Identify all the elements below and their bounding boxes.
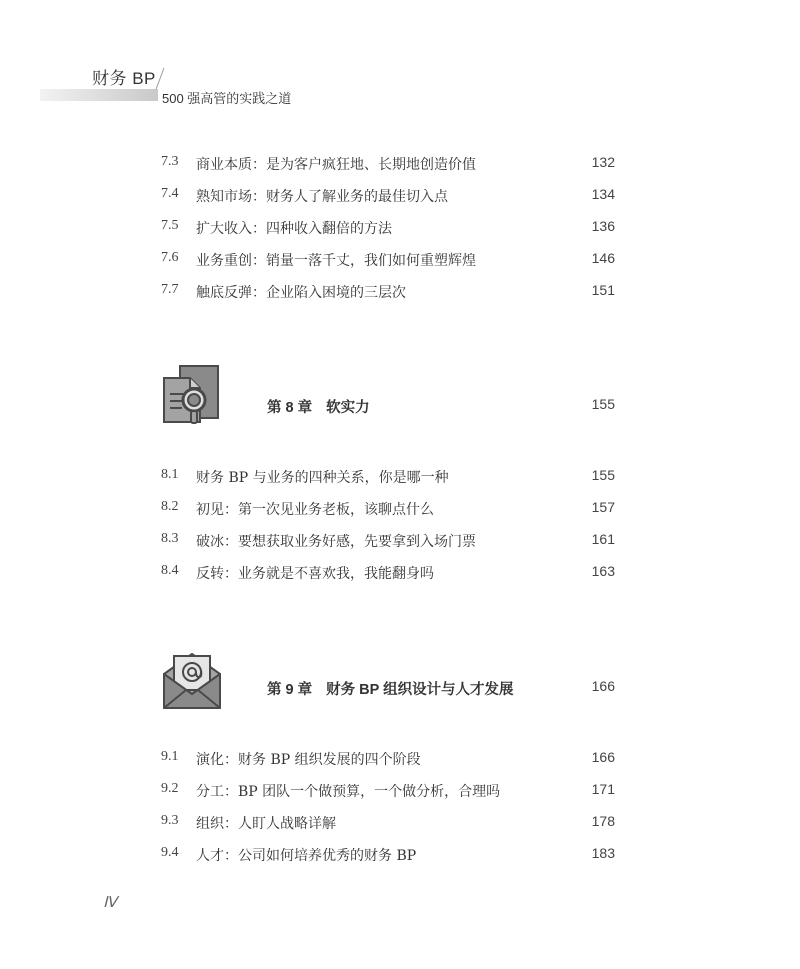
chapter-name: 软实力 bbox=[326, 400, 370, 416]
book-subtitle: 500 强高管的实践之道 bbox=[162, 91, 292, 106]
toc-entry[interactable] bbox=[0, 250, 800, 272]
entry-page: 155 bbox=[591, 467, 615, 483]
entry-page: 151 bbox=[591, 282, 615, 298]
toc-entry[interactable] bbox=[0, 499, 800, 521]
chapter-number: 第 9 章 bbox=[267, 682, 313, 698]
chapter-title bbox=[267, 396, 370, 417]
entry-title: 组织：人盯人战略详解 bbox=[196, 816, 336, 832]
entry-title: 演化：财务 BP 组织发展的四个阶段 bbox=[196, 752, 421, 768]
toc-entry[interactable] bbox=[0, 282, 800, 304]
toc-entry[interactable] bbox=[0, 813, 800, 835]
chapter-page: 155 bbox=[591, 396, 615, 412]
toc-entry[interactable] bbox=[0, 531, 800, 553]
entry-number: 8.3 bbox=[161, 531, 179, 546]
entry-title: 分工：BP 团队一个做预算，一个做分析，合理吗 bbox=[196, 784, 501, 800]
chapter-page: 166 bbox=[591, 678, 615, 694]
entry-page: 161 bbox=[591, 531, 615, 547]
entry-page: 146 bbox=[591, 250, 615, 266]
header-gradient-bar bbox=[40, 89, 158, 101]
entry-title: 初见：第一次见业务老板，该聊点什么 bbox=[196, 502, 434, 518]
entry-number: 8.4 bbox=[161, 563, 179, 578]
entry-number: 7.6 bbox=[161, 250, 179, 265]
chapter-9-heading[interactable] bbox=[0, 648, 800, 718]
chapter-number: 第 8 章 bbox=[267, 400, 313, 416]
entry-title: 扩大收入：四种收入翻倍的方法 bbox=[196, 221, 392, 237]
entry-page: 163 bbox=[591, 563, 615, 579]
entry-title: 商业本质：是为客户疯狂地、长期地创造价值 bbox=[196, 157, 476, 173]
entry-page: 178 bbox=[591, 813, 615, 829]
entry-page: 134 bbox=[591, 186, 615, 202]
entry-title: 破冰：要想获取业务好感，先要拿到入场门票 bbox=[196, 534, 476, 550]
entry-title: 熟知市场：财务人了解业务的最佳切入点 bbox=[196, 189, 448, 205]
entry-title: 触底反弹：企业陷入困境的三层次 bbox=[196, 285, 406, 301]
entry-title: 人才：公司如何培养优秀的财务 BP bbox=[196, 848, 417, 864]
entry-number: 9.4 bbox=[161, 845, 179, 860]
entry-number: 9.2 bbox=[161, 781, 179, 796]
entry-number: 9.1 bbox=[161, 749, 179, 764]
entry-number: 8.2 bbox=[161, 499, 179, 514]
toc-entry[interactable] bbox=[0, 218, 800, 240]
envelope-at-icon bbox=[160, 648, 224, 712]
running-header bbox=[0, 0, 800, 120]
page-folio: Ⅳ bbox=[103, 895, 117, 911]
document-magnifier-icon bbox=[160, 364, 224, 428]
entry-title: 反转：业务就是不喜欢我，我能翻身吗 bbox=[196, 566, 434, 582]
entry-page: 136 bbox=[591, 218, 615, 234]
entry-title: 财务 BP 与业务的四种关系，你是哪一种 bbox=[196, 470, 449, 486]
toc-entry[interactable] bbox=[0, 467, 800, 489]
book-title: 财务 BP bbox=[92, 69, 156, 88]
toc-entry[interactable] bbox=[0, 563, 800, 585]
toc-entry[interactable] bbox=[0, 781, 800, 803]
entry-page: 171 bbox=[591, 781, 615, 797]
chapter-title bbox=[267, 678, 514, 699]
entry-number: 7.3 bbox=[161, 154, 179, 169]
entry-title: 业务重创：销量一落千丈，我们如何重塑辉煌 bbox=[196, 253, 476, 269]
entry-page: 132 bbox=[591, 154, 615, 170]
toc-entry[interactable] bbox=[0, 845, 800, 867]
entry-page: 183 bbox=[591, 845, 615, 861]
entry-number: 8.1 bbox=[161, 467, 179, 482]
entry-number: 9.3 bbox=[161, 813, 179, 828]
toc-entry[interactable] bbox=[0, 749, 800, 771]
chapter-name: 财务 BP 组织设计与人才发展 bbox=[326, 682, 514, 698]
entry-number: 7.5 bbox=[161, 218, 179, 233]
entry-number: 7.7 bbox=[161, 282, 179, 297]
toc-entry[interactable] bbox=[0, 186, 800, 208]
entry-page: 157 bbox=[591, 499, 615, 515]
chapter-8-heading[interactable] bbox=[0, 364, 800, 434]
entry-number: 7.4 bbox=[161, 186, 179, 201]
entry-page: 166 bbox=[591, 749, 615, 765]
toc-entry[interactable] bbox=[0, 154, 800, 176]
